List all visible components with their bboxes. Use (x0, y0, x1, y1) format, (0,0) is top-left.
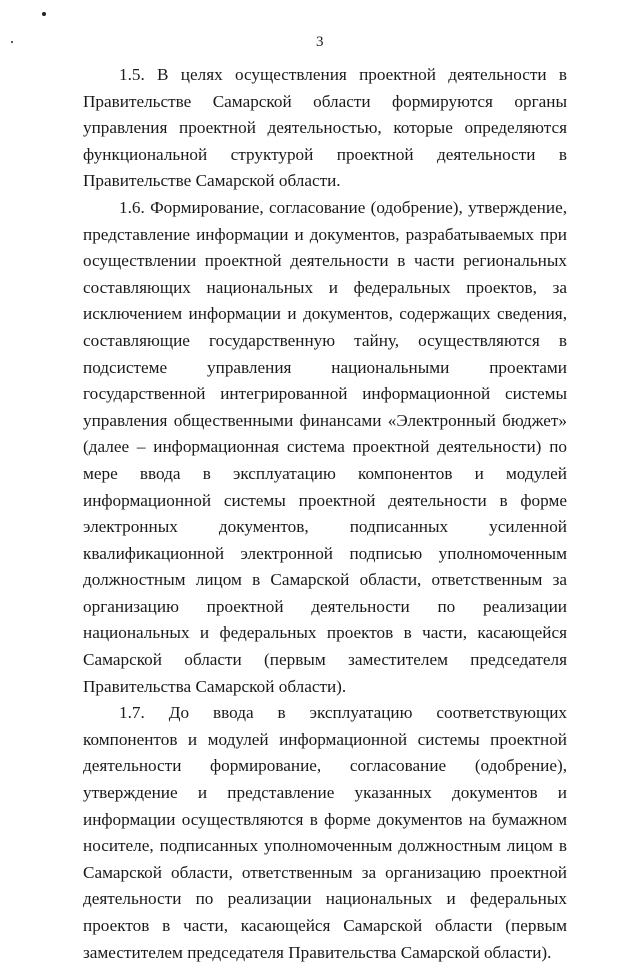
paragraph-1-6: 1.6. Формирование, согласование (одобрение), утверждение, представление информации и документов, разрабатываемых при осуществлении проектной деятельности в части региональных составляющих национальных и федеральных проектов, за исключением информации и документов, содержащих сведения, составляющие государственную тайну, осуществляются в подсистеме управления национальными проектами государственной интегрированной информационной системы управления общественными финансами «Электронный бюджет» (далее – информационная система проектной деятельности) по мере ввода в эксплуатацию компонентов и модулей информационной системы проектной деятельности в форме электронных документов, подписанных усиленной квалификационной электронной подписью уполномоченным должностным лицом в Самарской области, ответственным за организацию проектной деятельности по реализации национальных и федеральных проектов в части, касающейся Самарской области (первым заместителем председателя Правительства Самарской области). (83, 197, 567, 696)
paragraph-1-5: 1.5. В целях осуществления проектной деятельности в Правительстве Самарской области формируются органы управления проектной деятельностью, которые определяются функциональной структурой проектной деятельности в Правительстве Самарской области. (83, 65, 567, 191)
document-body (83, 62, 567, 966)
page-number: 3 (316, 34, 324, 50)
scan-speck (42, 12, 46, 16)
paragraph-1-7: 1.7. До ввода в эксплуатацию соответствующих компонентов и модулей информационной системы проектной деятельности формирование, согласование (одобрение), утверждение и представление указанных документов и информации осуществляются в форме документов на бумажном носителе, подписанных уполномоченным должностным лицом в Самарской области, ответственным за организацию проектной деятельности по реализации национальных и федеральных проектов в части, касающейся Самарской области (первым заместителем председателя Правительства Самарской области). (83, 703, 567, 962)
